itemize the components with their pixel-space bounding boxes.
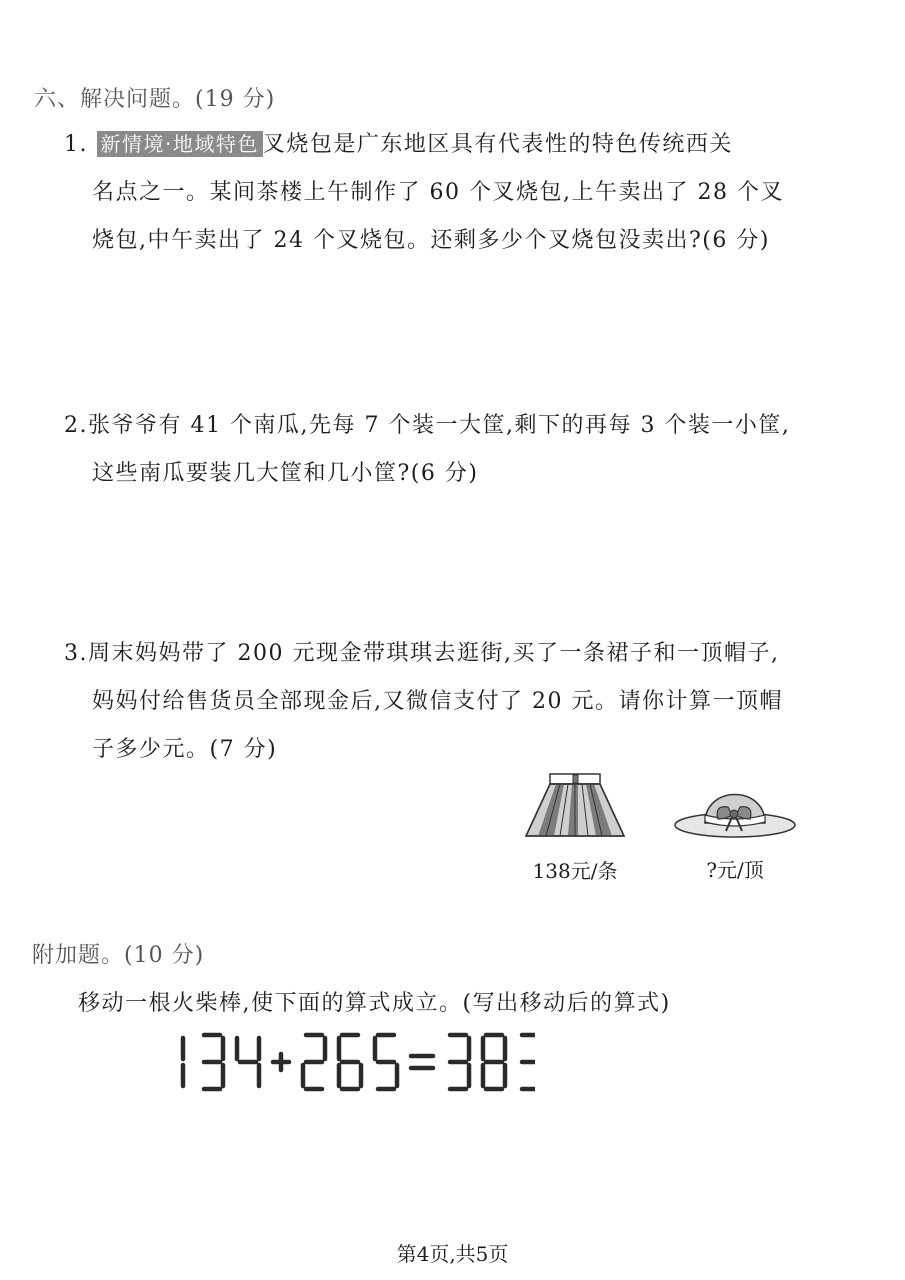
question-1-line-3: 烧包,中午卖出了 24 个叉烧包。还剩多少个叉烧包没卖出?(6 分) [92, 228, 770, 253]
hat-price: ?元/顶 [706, 858, 764, 882]
question-3-text-1: 周末妈妈带了 200 元现金带琪琪去逛街,买了一条裙子和一顶帽子, [88, 641, 780, 666]
question-2-line-1 [64, 402, 804, 450]
page-number: 第4页,共5页 [396, 1242, 509, 1266]
question-3-line-1 [64, 630, 804, 678]
extra-description: 移动一根火柴棒,使下面的算式成立。(写出移动后的算式) [78, 991, 671, 1016]
hat-icon [670, 775, 800, 841]
hat-item [670, 775, 800, 883]
matchstick-equation [175, 1030, 535, 1094]
question-1-number: 1. [64, 132, 88, 157]
section-title: 六、解决问题。(19 分) [34, 87, 276, 112]
skirt-icon [520, 770, 630, 842]
question-2-number: 2. [64, 413, 88, 438]
question-1-line-2: 名点之一。某间茶楼上午制作了 60 个叉烧包,上午卖出了 28 个叉 [92, 180, 784, 205]
question-1-tag: 新情境·地域特色 [97, 131, 263, 157]
question-1 [64, 120, 804, 265]
question-3-line-3: 子多少元。(7 分) [92, 737, 278, 762]
skirt-price: 138元/条 [532, 859, 618, 883]
question-1-line-1 [64, 120, 804, 169]
question-3 [64, 630, 804, 774]
extra-title: 附加题。(10 分) [32, 943, 205, 968]
question-3-number: 3. [64, 641, 88, 666]
question-1-text-1: 叉烧包是广东地区具有代表性的特色传统西关 [262, 132, 733, 157]
question-2 [64, 402, 804, 498]
skirt-item [520, 770, 630, 884]
question-2-text-1: 张爷爷有 41 个南瓜,先每 7 个装一大筐,剩下的再每 3 个装一小筐, [88, 413, 791, 438]
question-2-line-2: 这些南瓜要装几大筐和几小筐?(6 分) [92, 461, 479, 486]
question-3-line-2: 妈妈付给售货员全部现金后,又微信支付了 20 元。请你计算一顶帽 [92, 689, 783, 714]
